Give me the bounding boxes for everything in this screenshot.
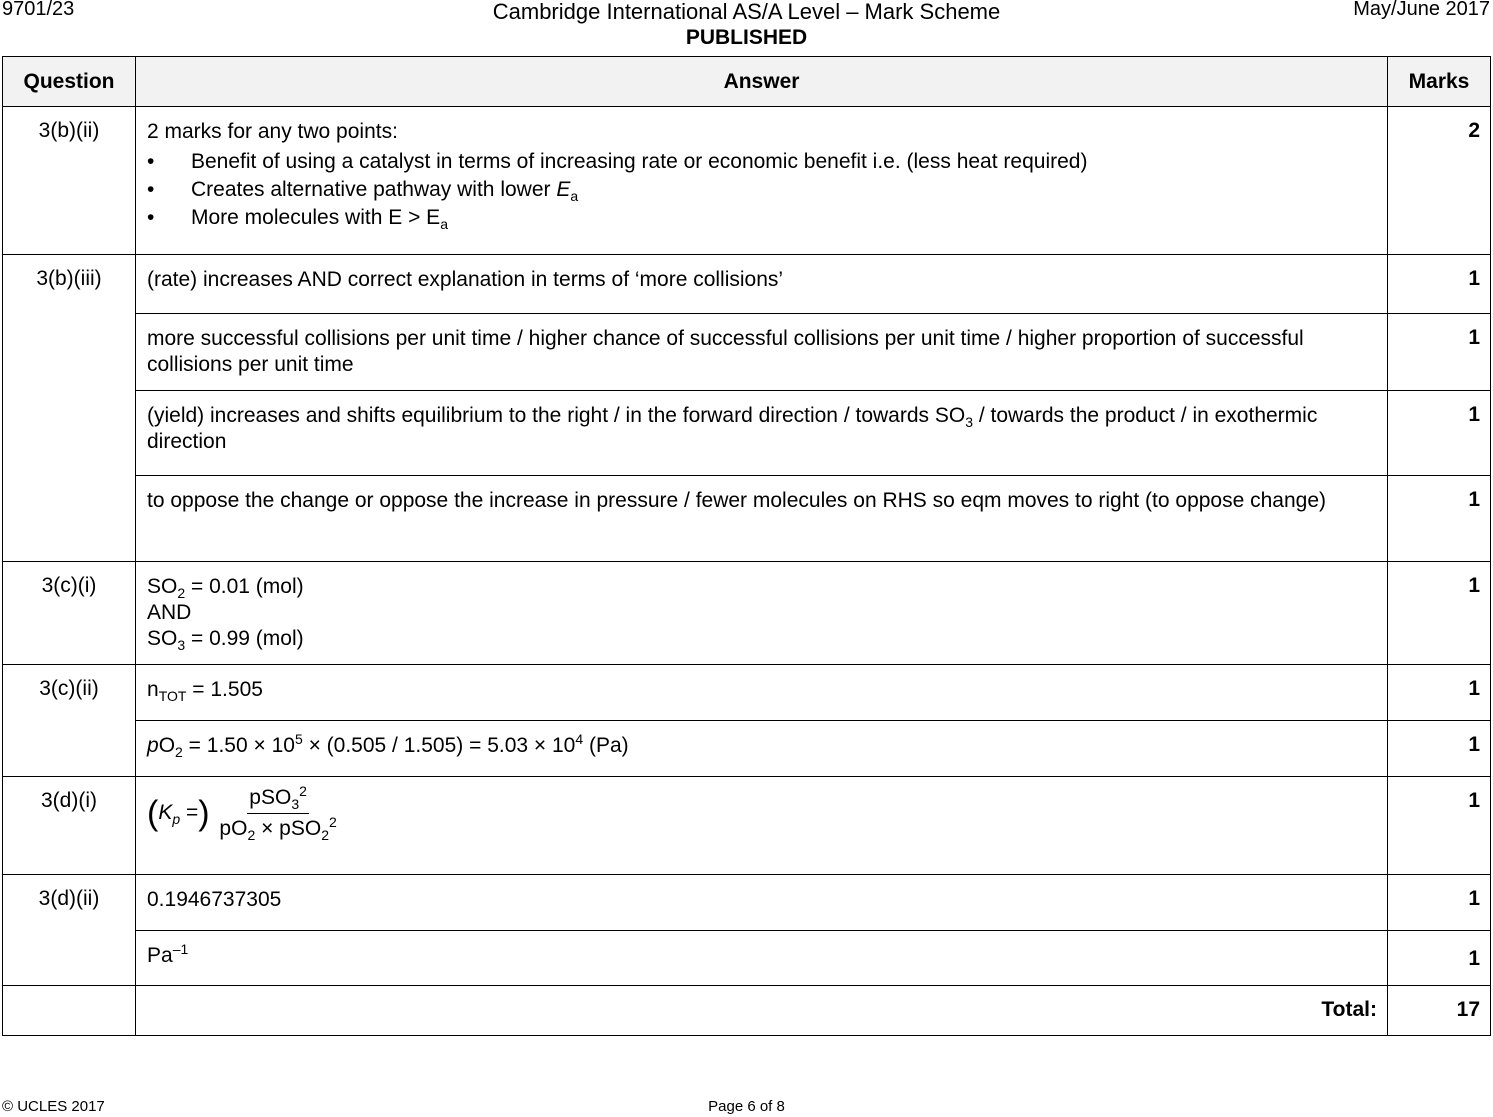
formula-text: = 1.505 [186, 678, 263, 701]
answer-cell [136, 107, 1388, 255]
marks-cell: 1 [1388, 255, 1491, 314]
table-row [3, 562, 1491, 665]
formula-text: O [158, 734, 176, 757]
subscript: 3 [965, 414, 973, 431]
superscript: –1 [172, 941, 189, 957]
answer-cell: (rate) increases AND correct explanation in terms of ‘more collisions’ [136, 255, 1388, 314]
question-number: 3(c)(i) [3, 562, 136, 665]
answer-cell [136, 777, 1388, 875]
point-text: More molecules with E > E [191, 206, 441, 229]
table-header-row [3, 57, 1491, 107]
superscript: 5 [294, 731, 303, 747]
subscript: 2 [175, 744, 183, 761]
formula-text: pO [219, 817, 248, 840]
fraction-numerator [247, 785, 309, 814]
title-text: Cambridge International AS/A Level – Mark Scheme [492, 0, 1001, 24]
total-value: 17 [1388, 986, 1491, 1036]
superscript: 2 [328, 814, 337, 830]
formula-text: SO [147, 627, 178, 650]
answer-text: (yield) increases and shifts equilibrium to the right / in the forward direction / towards SO [147, 404, 966, 427]
subscript: 2 [177, 585, 186, 602]
point-text: Creates alternative pathway with lower [191, 178, 557, 201]
answer-cell [136, 562, 1388, 665]
formula-text: n [147, 678, 159, 701]
marks-column-header: Marks [1388, 57, 1491, 107]
list-item [147, 148, 1377, 176]
equals-sign: = [180, 801, 199, 825]
answer-cell [136, 391, 1388, 476]
table-row [3, 107, 1491, 255]
variable-e: E [556, 178, 571, 201]
marks-cell: 1 [1388, 314, 1491, 391]
marks-cell: 1 [1388, 562, 1491, 665]
published-label: PUBLISHED [685, 26, 808, 49]
formula-text: × (0.505 / 1.505) = 5.03 × 10 [302, 734, 576, 757]
marks-cell: 1 [1388, 391, 1491, 476]
answer-line: AND [147, 601, 192, 624]
formula-text: × pSO [255, 817, 322, 840]
paper-code: 9701/23 [2, 0, 75, 20]
table-row [3, 665, 1491, 721]
formula-text: pSO [249, 786, 292, 809]
question-number: 3(d)(ii) [3, 875, 136, 986]
fraction-denominator [217, 814, 338, 842]
empty-cell [3, 986, 136, 1036]
unit-text: Pa [147, 944, 173, 967]
subscript: 2 [321, 827, 329, 844]
answer-line [147, 574, 1377, 600]
question-number: 3(b)(iii) [3, 255, 136, 562]
formula-text: = 0.01 (mol) [185, 575, 304, 598]
total-label: Total: [136, 986, 1388, 1036]
close-paren: ) [198, 794, 210, 833]
superscript: 2 [299, 783, 307, 799]
variable-k: K [158, 801, 173, 825]
point-text: Benefit of using a catalyst in terms of increasing rate or economic benefit i.e. (less heat required) [191, 150, 1088, 173]
subscript: a [440, 216, 448, 233]
subscript: 2 [247, 827, 256, 844]
session-date: May/June 2017 [1353, 0, 1490, 20]
table-row [3, 314, 1491, 391]
answer-points [147, 148, 1377, 232]
table-row [3, 476, 1491, 562]
marks-cell: 1 [1388, 875, 1491, 931]
answer-intro: 2 marks for any two points: [147, 120, 398, 143]
formula-text: = 0.99 (mol) [185, 627, 304, 650]
subscript: 3 [291, 796, 300, 813]
subscript: 3 [177, 637, 186, 654]
question-column-header: Question [3, 57, 136, 107]
total-row [3, 986, 1491, 1036]
kp-expression [147, 783, 339, 844]
question-number: 3(b)(ii) [3, 107, 136, 255]
marks-cell: 1 [1388, 777, 1491, 875]
marks-cell: 1 [1388, 665, 1491, 721]
list-item [147, 176, 1377, 204]
table-row [3, 391, 1491, 476]
answer-column-header: Answer [136, 57, 1388, 107]
variable-p: p [147, 734, 159, 757]
superscript: 4 [575, 731, 584, 747]
answer-cell: 0.1946737305 [136, 875, 1388, 931]
answer-cell [136, 931, 1388, 986]
table-row [3, 931, 1491, 986]
table-row [3, 255, 1491, 314]
formula-text: SO [147, 575, 178, 598]
answer-cell: more successful collisions per unit time / higher chance of successful collisions per unit time / higher proportion of successful collisions per unit time [136, 314, 1388, 391]
question-number: 3(d)(i) [3, 777, 136, 875]
answer-text: / towards the product / in exothermic direction [147, 404, 1318, 453]
copyright-notice: © UCLES 2017 [2, 1098, 105, 1115]
formula-text: = 1.50 × 10 [182, 734, 295, 757]
document-title [0, 0, 1493, 51]
page-number: Page 6 of 8 [708, 1098, 785, 1115]
mark-scheme-table [2, 56, 1491, 1036]
marks-cell: 1 [1388, 721, 1491, 777]
list-item [147, 204, 1377, 232]
marks-cell: 2 [1388, 107, 1491, 255]
answer-cell [136, 665, 1388, 721]
question-number: 3(c)(ii) [3, 665, 136, 777]
open-paren: ( [147, 794, 159, 833]
subscript: a [570, 188, 579, 205]
marks-cell: 1 [1388, 931, 1491, 986]
table-row [3, 721, 1491, 777]
table-row [3, 875, 1491, 931]
answer-line [147, 626, 1377, 652]
kp-fraction [217, 785, 338, 842]
subscript: TOT [158, 688, 187, 705]
marks-cell: 1 [1388, 476, 1491, 562]
answer-cell [136, 721, 1388, 777]
answer-cell: to oppose the change or oppose the increase in pressure / fewer molecules on RHS so eqm moves to right (to oppose change) [136, 476, 1388, 562]
formula-text: (Pa) [583, 734, 629, 757]
table-row [3, 777, 1491, 875]
subscript: p [172, 811, 181, 828]
